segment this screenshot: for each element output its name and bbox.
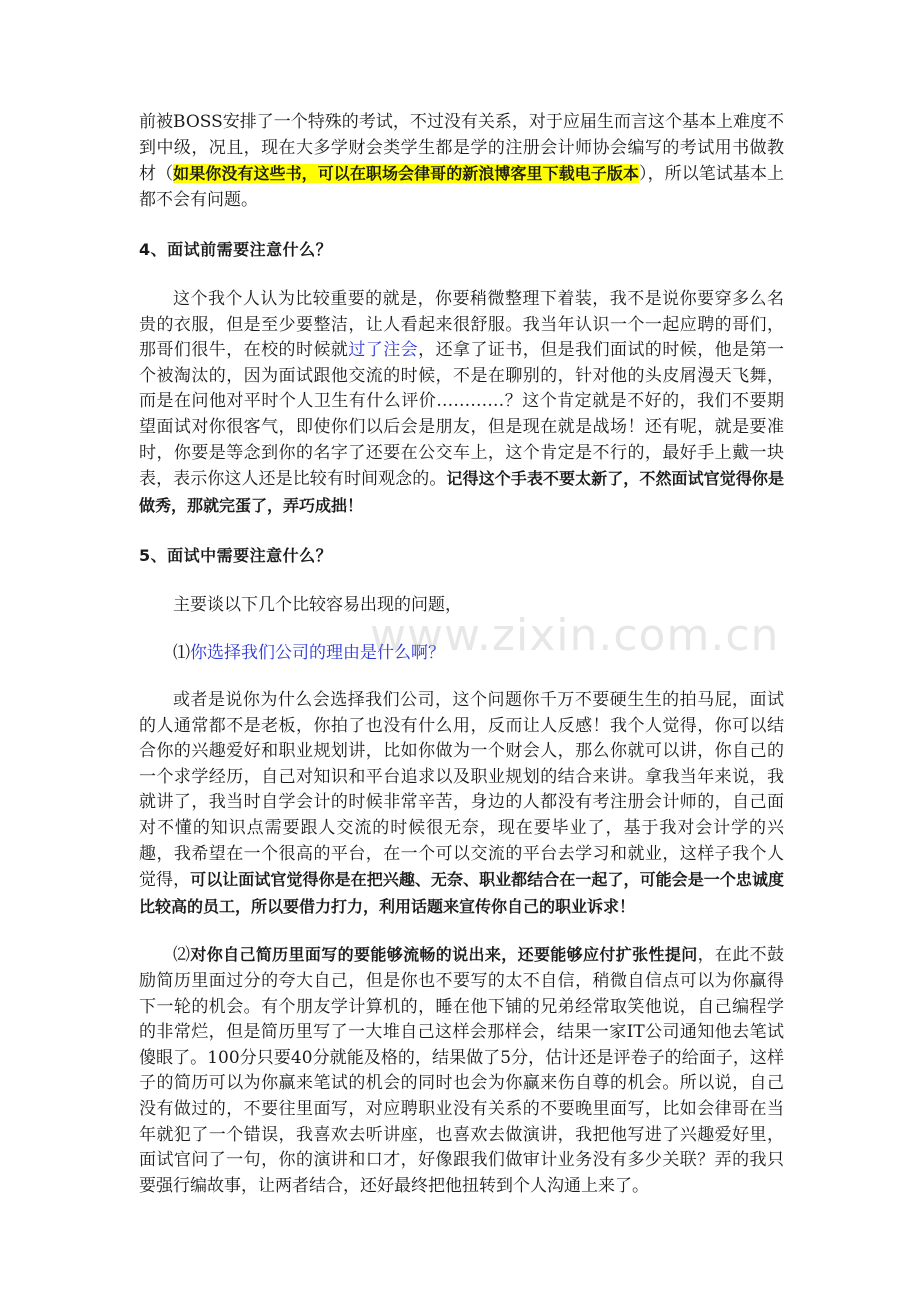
paragraph-text: 前被BOSS安排了一个特殊的考试，不过没有关系，对于应届生而言这个基本上难度不到中级，况且，现在大多学财会类学生都是学的注册会计师协会编写的考试用书做教材（ [139, 112, 784, 185]
watermark: www.zixin.com.cn [370, 610, 780, 661]
paragraph-text: ，还拿了证书，但是我们面试的时候，他是第一个被淘汰的，因为面试跟他交流的时候，不是在聊别的，针对他的头皮屑漫天飞舞，而是在问他对平时个人卫生有什么评价…………？这个肯定就是不好的，我们不要期望面试对你很客气，即使你们以后会是朋友，但是现在就是战场！还有呢，就是要准时，你要是等念到你的名字了还要在公交车上，这个肯定是不行的，最好手上戴一块表，表示你这人还是比较有时间观念的。 [139, 340, 785, 490]
paragraph-text: 或者是说你为什么会选择我们公司，这个问题你千万不要硬生生的拍马屁，面试的人通常都不是老板，你拍了也没有什么用，反而让人反感！我个人觉得，你可以结合你的兴趣爱好和职业规划讲，比如你做为一个财会人，那么你就可以讲，你自己的一个求学经历，自己对知识和平台追求以及职业规划的结合来讲。拿我当年来说，我就讲了，我当时自学会计的时候非常辛苦，身边的人都没有考注册会计师的，自己面对不懂的知识点需要跟人交流的时候很无奈，现在要毕业了，基于我对会计学的兴趣，我希望在一个很高的平台，在一个可以交流的平台去学习和就业，这样子我个人觉得， [139, 690, 784, 891]
paragraph-preparation [139, 287, 784, 519]
question-1 [139, 641, 784, 667]
document-body [139, 110, 784, 1199]
paragraph-exam [139, 110, 784, 213]
paragraph-answer-1 [139, 688, 784, 920]
question-number: ⑵ [173, 945, 191, 966]
bold-text: 对你自己简历里面写的要能够流畅的说出来，还要能够应付扩张性提问 [190, 945, 698, 965]
paragraph-text: ），所以笔试基本上都不会有问题。 [139, 164, 785, 210]
section-heading-4: 4、面试前需要注意什么？ [139, 240, 333, 260]
paragraph-intro: 主要谈以下几个比较容易出现的问题， [173, 594, 462, 615]
bold-text: 记得这个手表不要太新了，不然面试官觉得你是做秀，那就完蛋了，弄巧成拙！ [139, 469, 784, 515]
section-heading-5: 5、面试中需要注意什么？ [139, 546, 333, 566]
highlighted-text: 如果你没有这些书，可以在职场会律哥的新浪博客里下载电子版本 [173, 164, 639, 184]
paragraph-text: 这个我个人认为比较重要的就是，你要稍微整理下着装，我不是说你要穿多么名贵的衣服，但是至少要整洁，让人看起来很舒服。我当年认识一个一起应聘的哥们，那哥们很牛，在校的时候就 [139, 288, 784, 361]
bold-text: 可以让面试官觉得你是在把兴趣、无奈、职业都结合在一起了，可能会是一个忠诚度比较高的员工，所以要借力打力，利用话题来宣传你自己的职业诉求！ [139, 870, 784, 916]
question-number: ⑴ [173, 642, 190, 663]
link-text[interactable]: 过了注会 [348, 340, 419, 361]
paragraph-text: ，在此不鼓励简历里面过分的夸大自己，但是你也不要写的太不自信，稍微自信点可以为你赢得下一轮的机会。有个朋友学计算机的，睡在他下铺的兄弟经常取笑他说，自己编程学的非常烂，但是简历里写了一大堆自己这样会那样会，结果一家IT公司通知他去笔试傻眼了。100分只要40分就能及格的，结果做了5分，估计还是评卷子的给面子，这样子的简历可以为你赢来笔试的机会的同时也会为你赢来伤自尊的机会。所以说，自己没有做过的，不要往里面写，对应聘职业没有关系的不要晚里面写，比如会律哥在当年就犯了一个错误，我喜欢去听讲座，也喜欢去做演讲，我把他写进了兴趣爱好里，面试官问了一句，你的演讲和口才，好像跟我们做审计业务没有多少关联？弄的我只要强行编故事，让两者结合，还好最终把他扭转到个人沟通上来了。 [139, 945, 785, 1196]
paragraph-resume [139, 942, 784, 1199]
question-link[interactable]: 你选择我们公司的理由是什么啊？ [190, 642, 445, 663]
